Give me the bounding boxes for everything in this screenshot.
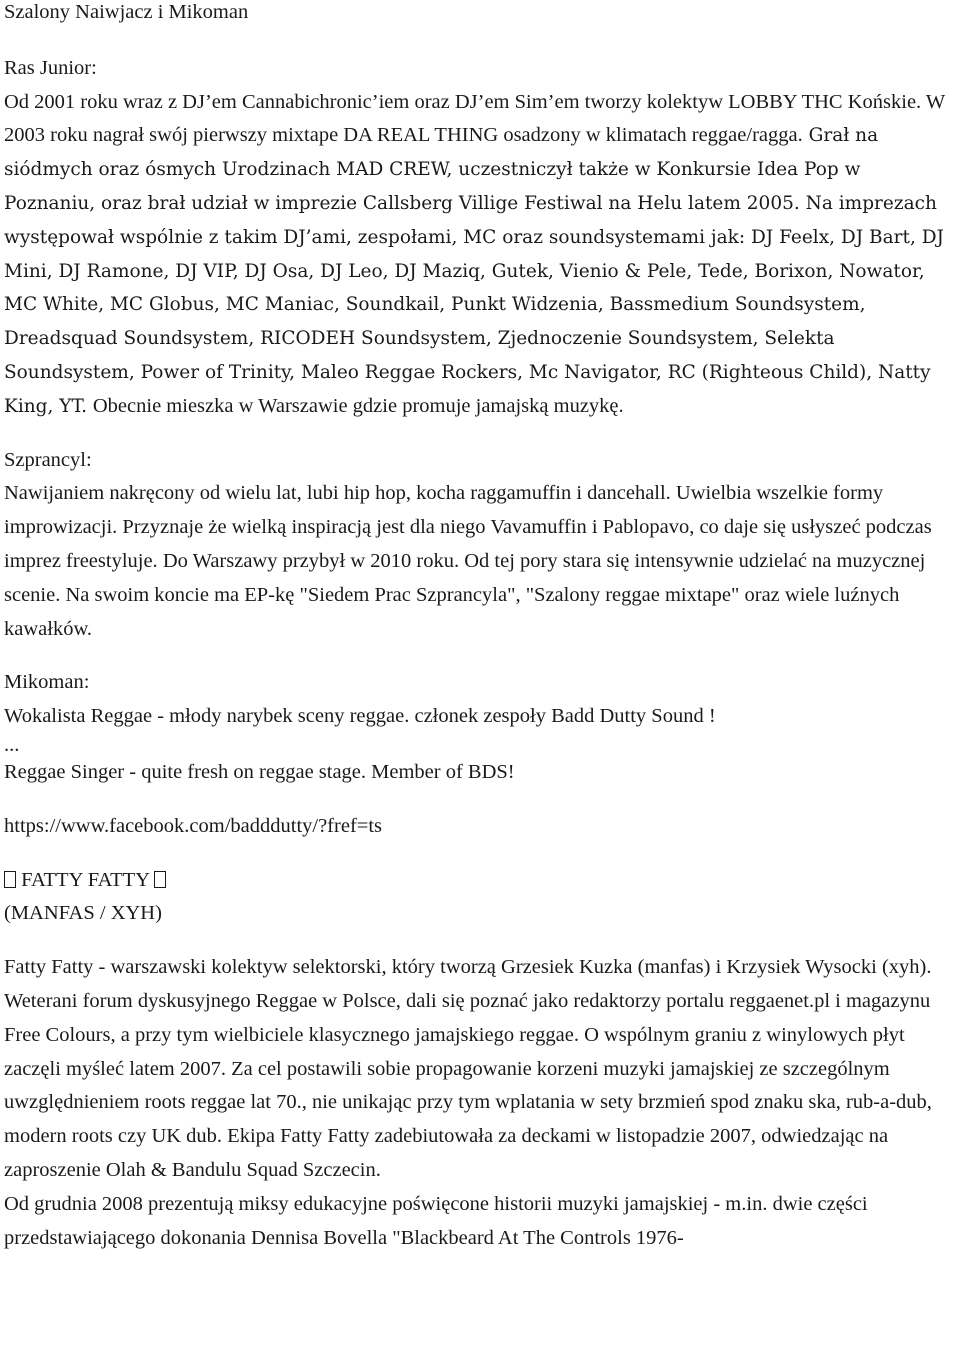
mikoman-line-en: Reggae Singer - quite fresh on reggae stage. Member of BDS! (4, 760, 515, 783)
mikoman-label: Mikoman: (4, 671, 90, 694)
szprancyl-bio (4, 477, 956, 646)
page-title: Szalony Naiwjacz i Mikoman (4, 1, 249, 23)
szprancyl-bio-part3: Do Warszawy przybył w 2010 roku. Od tej pory stara się intensywnie udzielać na muzycznej scenie. (4, 549, 926, 606)
fatty-heading-text: FATTY FATTY (21, 868, 150, 891)
szprancyl-bio-part2: Przyznaje że wielką inspiracją jest dla niego Vavamuffin i Pablopavo, co daje się usłyszeć podczas imprez freestyluje. (4, 516, 932, 572)
fatty-bio-para2: O wspólnym graniu z winylowych płyt zaczęli myśleć latem 2007. Za cel postawili sobie propagowanie korzeni muzyki jamajskiej ze szczególnym uwzględnieniem roots reggae lat 70., nie unikając przy tym wplatania w sety brzmień spod znaku ska, rub-a-dub, modern roots czy UK dub. Ekipa Fatty Fatty zadebiutowała za deckami w listopadzie 2007, odwiedzając na zaproszenie Olah & Bandulu Squad Szczecin. (4, 1023, 932, 1181)
szprancyl-label: Szprancyl: (4, 448, 92, 471)
ras-junior-bio (4, 86, 956, 424)
fatty-subheading: (MANFAS / XYH) (4, 902, 162, 925)
ras-junior-label: Ras Junior: (4, 56, 97, 79)
szprancyl-bio-part1: Nawijaniem nakręcony od wielu lat, lubi hip hop, kocha raggamuffin i dancehall. Uwielbia wszelkie formy improwizacji. (4, 482, 884, 539)
fatty-bio-para3: Od grudnia 2008 prezentują miksy edukacyjne poświęcone historii muzyki jamajskiej - m.in. dwie części przedstawiającego dokonania Dennisa Bovella "Blackbeard At The Controls 1976- (4, 1192, 868, 1249)
missing-glyph-icon (4, 871, 16, 888)
spacer (4, 790, 956, 810)
ras-junior-bio-part3: Obecnie mieszka w Warszawie gdzie promuje jamajską muzykę. (92, 394, 624, 417)
fatty-heading (4, 864, 956, 898)
spacer (4, 931, 956, 951)
mikoman-ellipsis: ... (4, 733, 20, 756)
spacer (4, 844, 956, 864)
spacer (4, 30, 956, 52)
spacer (4, 646, 956, 666)
spacer (4, 424, 956, 444)
missing-glyph-icon (154, 871, 166, 888)
ras-junior-bio-part1: Od 2001 roku wraz z DJ’em Cannabichronic’iem oraz DJ’em Sim’em tworzy kolektyw LOBBY THC Końskie. W 2003 roku nagrał swój pierwszy mixtape DA REAL THING osadzony w klimatach reggae/ragga. (4, 90, 945, 147)
ras-junior-bio-part2: Grał na siódmych oraz ósmych Urodzinach MAD CREW, uczestniczył także w Konkursie Idea Pop w Poznaniu, oraz brał udział w imprezie Callsberg Villige Festiwal na Helu latem 2005. Na imprezach występował wspólnie z takim DJ’ami, zespołami, MC oraz soundsystemami jak: DJ Feelx, DJ Bart, DJ Mini, DJ Ramone, DJ VIP, DJ Osa, DJ Leo, DJ Maziq, Gutek, Vienio & Pele, Tede, Borixon, Nowator, MC White, MC Globus, MC Maniac, Soundkail, Punkt Widzenia, Bassmedium Soundsystem, Dreadsquad Soundsystem, RICODEH Soundsystem, Zjednoczenie Soundsystem, Selekta Soundsystem, Power of Trinity, Maleo Reggae Rockers, Mc Navigator, RC (Righteous Child), Natty King, YT. (4, 125, 944, 417)
mikoman-line-pl: Wokalista Reggae - młody narybek sceny reggae. członek zespoły Badd Dutty Sound ! (4, 705, 716, 728)
facebook-link[interactable]: https://www.facebook.com/badddutty/?fref=ts (4, 814, 382, 837)
szprancyl-bio-part4: Na swoim koncie ma EP-kę "Siedem Prac Szprancyla", "Szalony reggae mixtape" oraz wiele luźnych kawałków. (4, 583, 900, 640)
fatty-bio-para1: Fatty Fatty - warszawski kolektyw selektorski, który tworzą Grzesiek Kuzka (manfas) i Krzysiek Wysocki (xyh). Weterani forum dyskusyjnego Reggae w Polsce, dali się poznać jako redaktorzy portalu reggaenet.pl i magazynu Free Colours, a przy tym wielbiciele klasycznego jamajskiego reggae. (4, 956, 932, 1046)
fatty-bio (4, 951, 956, 1188)
